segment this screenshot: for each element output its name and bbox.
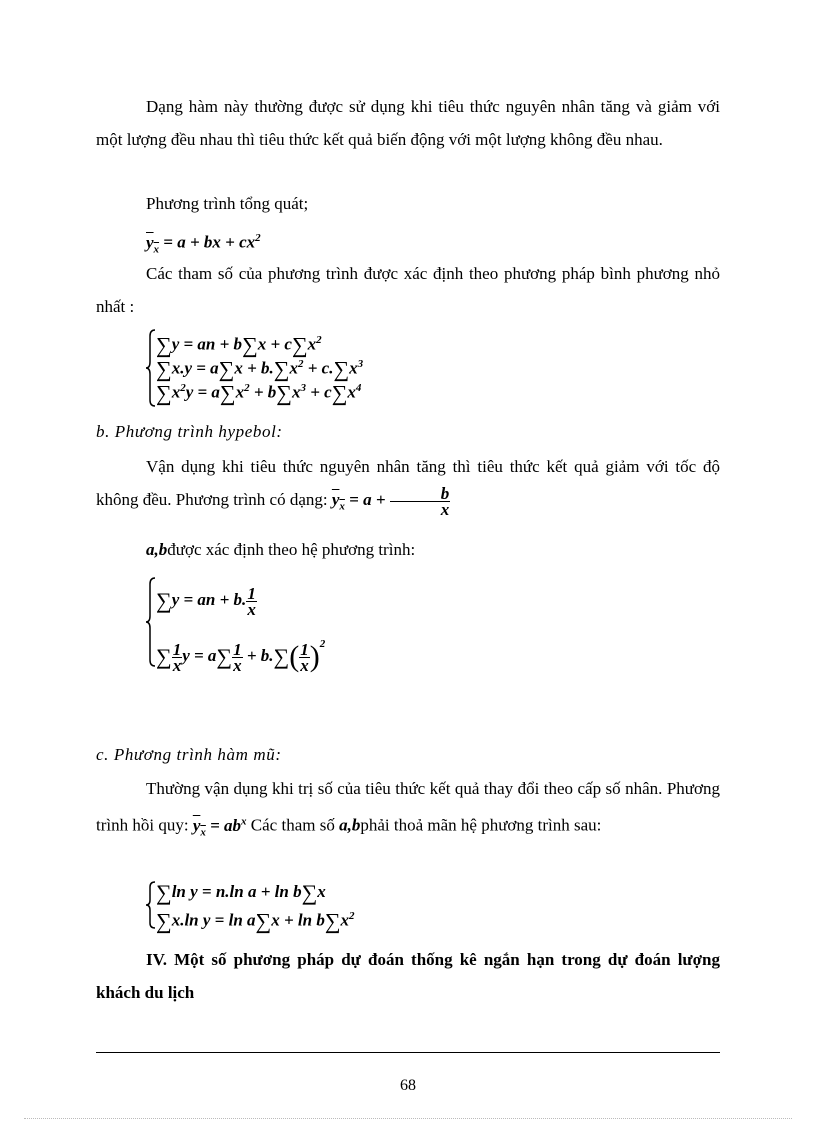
system-equation-2: $\sum x.y = a\sum x + b.\sum x^2 + c.\sum x^3$ [156,356,364,382]
hyperbola-heading: b. Phương trình hypebol: [96,422,283,441]
exponential-paragraph: Thường vận dụng khi trị số của tiêu thức kết quả thay đổi theo cấp số nhân. Phương trình hồi quy: $y_x = ab^x$ Các tham số a,bphải thoả mãn hệ phương trình sau: [96,779,720,839]
hyperbola-equation-1: ∑y = an + b. $\frac{1}{x}$ [156,583,256,619]
exponential-equation: $y_x = ab^x$ [192,815,247,839]
hyperbola-paragraph: Vận dụng khi tiêu thức nguyên nhân tăng thì tiêu thức kết quả giảm với tốc độ không đều. Phương trình có dạng: $y_x = a$ + $\frac{b}{x}$ [96,457,720,519]
hyperbola-equation-2: ∑ $\frac{1}{x}$ y = a∑ $\frac{1}{x}$ + b.∑( $\frac{1}{x}$ )$^2$ [156,638,326,675]
hyperbola-equation: $y_x = a$ + $\frac{b}{x}$ [331,483,450,519]
page-bottom-dotted-border [24,1118,792,1119]
section-iv-heading: IV. Một số phương pháp dự đoán thống kê ngắn hạn trong dự đoán lượng khách du lịch [96,950,720,1002]
left-brace-icon [146,576,156,668]
exponential-heading: c. Phương trình hàm mũ: [96,745,282,764]
general-equation-label: Phương trình tổng quát; [146,194,309,213]
least-squares-paragraph: Các tham số của phương trình được xác định theo phương pháp bình phương nhỏ nhất : [96,264,720,316]
exponential-equation-1: ∑ln y = n.ln a + ln b∑x [156,880,326,905]
left-brace-icon [146,328,156,408]
page-number: 68 [400,1077,416,1094]
footer-divider [96,1052,720,1053]
system-equation-1: ∑y = an + $b\sum x + c\sum x^2$ [156,332,322,358]
system-equation-3: $\sum x^2y = a\sum x^2 + b\sum x^3 + c\sum x^4$ [156,380,362,406]
intro-paragraph: Dạng hàm này thường được sử dụng khi tiêu thức nguyên nhân tăng và giảm với một lượng đều nhau thì tiêu thức kết quả biến động với một lượng không đều nhau. [96,97,720,149]
left-brace-icon [146,880,156,930]
general-equation: $y_x = a$ + bx + $cx^2$ [146,232,261,256]
ab-determination-line: a,bđược xác định theo hệ phương trình: [146,540,416,559]
exponential-equation-2: ∑x.ln $y = \ln a\sum x + \ln b\sum x^2$ [156,908,355,934]
